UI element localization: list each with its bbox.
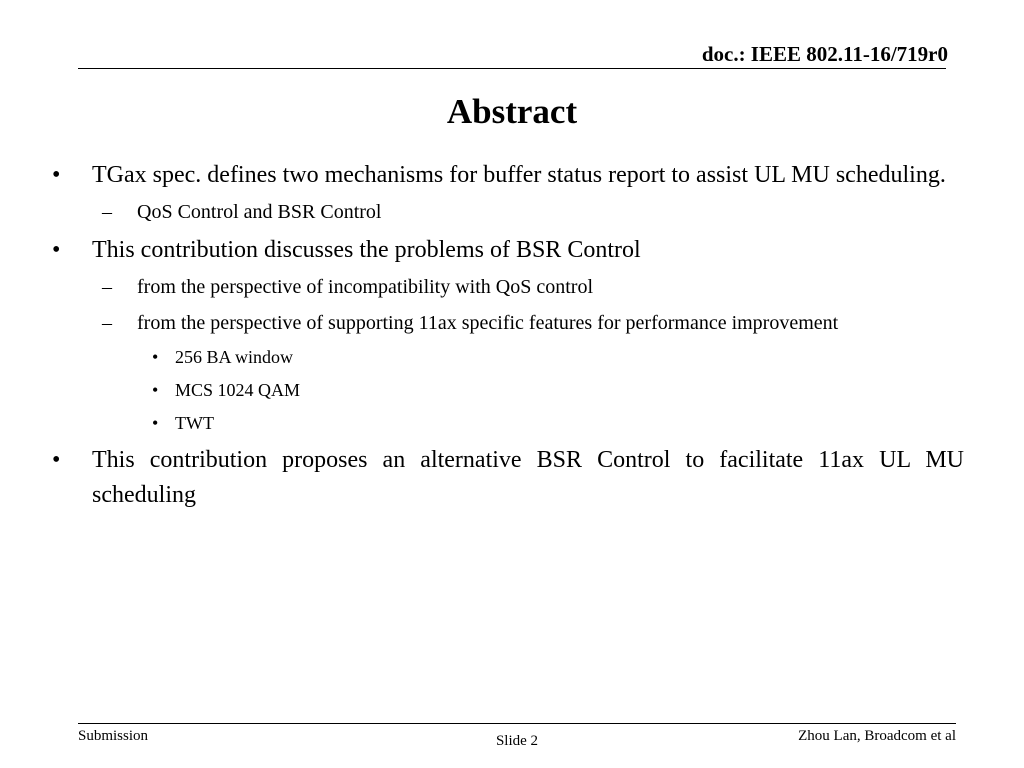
bullet-marker: • (152, 380, 159, 400)
document-id: doc.: IEEE 802.11-16/719r0 (701, 42, 948, 66)
bullet-spec-mechanisms (52, 158, 964, 193)
subsub-bullet-twt (52, 410, 964, 437)
subsub-bullet-text: MCS 1024 QAM (175, 380, 301, 400)
bullet-marker: • (52, 162, 61, 188)
footer-divider (78, 723, 956, 724)
subsub-bullet-text: 256 BA window (175, 347, 294, 367)
sub-bullet-incompatibility (52, 272, 964, 303)
bullet-problems (52, 233, 964, 268)
subsub-bullet-text: TWT (175, 413, 214, 433)
bullet-proposal (52, 443, 964, 513)
bullet-marker: • (152, 347, 159, 367)
bullet-marker: • (52, 447, 61, 473)
sub-bullet-text: QoS Control and BSR Control (137, 201, 382, 223)
dash-marker: – (102, 201, 112, 223)
bullet-text: This contribution proposes an alternative BSR Control to facilitate 11ax UL MU scheduling (92, 447, 964, 508)
bullet-text: This contribution discusses the problems of BSR Control (92, 237, 641, 263)
sub-bullet-11ax-features (52, 308, 964, 339)
header-divider (78, 68, 946, 69)
dash-marker: – (102, 276, 112, 298)
subsub-bullet-ba-window (52, 344, 964, 371)
slide-number: Slide 2 (495, 733, 539, 749)
dash-marker: – (102, 312, 112, 334)
sub-bullet-qos-bsr (52, 197, 964, 228)
slide-title: Abstract (446, 92, 578, 131)
bullet-marker: • (152, 413, 159, 433)
sub-bullet-text: from the perspective of supporting 11ax specific features for performance improvement (137, 312, 839, 334)
footer-submission: Submission (78, 728, 149, 744)
subsub-bullet-mcs (52, 377, 964, 404)
slide-body (52, 158, 964, 517)
footer-author: Zhou Lan, Broadcom et al (798, 728, 956, 744)
sub-bullet-text: from the perspective of incompatibility with QoS control (137, 276, 594, 298)
bullet-text: TGax spec. defines two mechanisms for buffer status report to assist UL MU scheduling. (92, 162, 946, 188)
bullet-marker: • (52, 237, 61, 263)
